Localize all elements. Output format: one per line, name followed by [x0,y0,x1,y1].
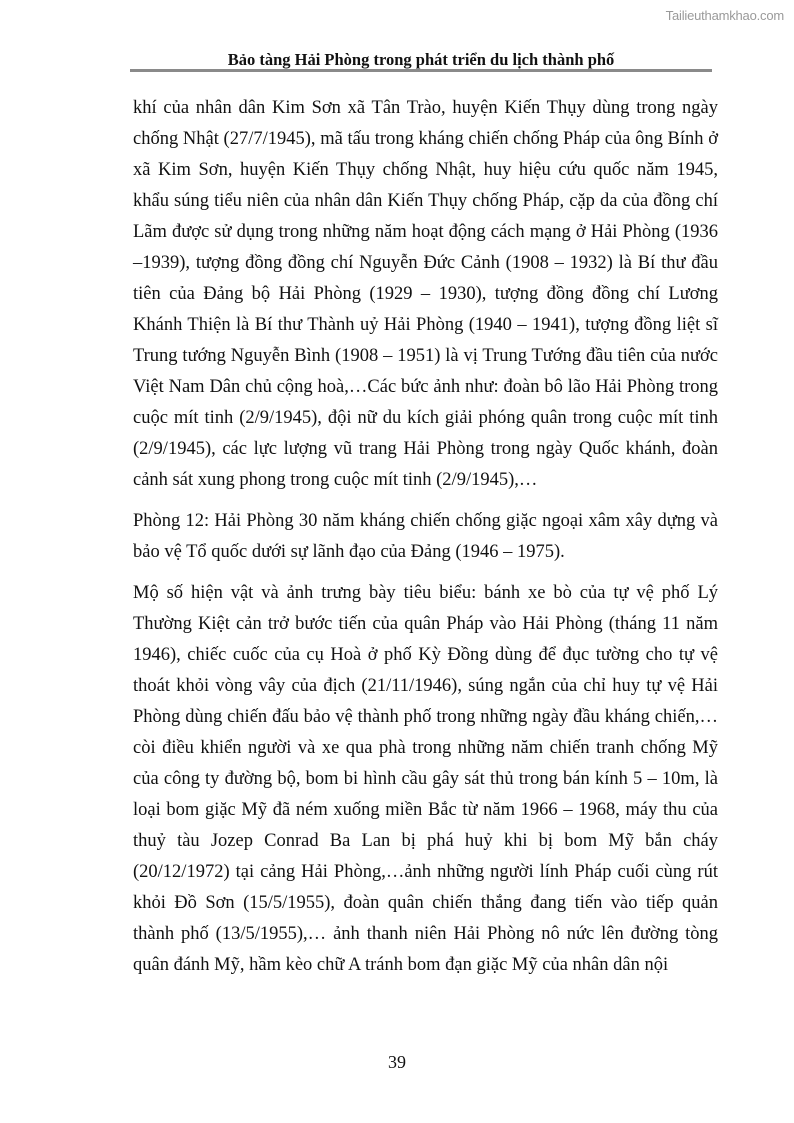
watermark: Tailieuthamkhao.com [665,8,784,23]
paragraph: Mộ số hiện vật và ảnh trưng bày tiêu biểu: bánh xe bò của tự vệ phố Lý Thường Kiệt cản trở bước tiến của quân Pháp vào Hải Phòng (tháng 11 năm 1946), chiếc cuốc của cụ Hoà ở phố Kỳ Đồng dùng để đục tường cho tự vệ thoát khỏi vòng vây của địch (21/11/1946), súng ngắn của chỉ huy tự vệ Hải Phòng dùng chiến đấu bảo vệ thành phố trong những ngày đầu kháng chiến,… còi điều khiển người và xe qua phà trong những năm chiến tranh chống Mỹ của công ty đường bộ, bom bi hình cầu gây sát thủ trong bán kính 5 – 10m, là loại bom giặc Mỹ đã ném xuống miền Bắc từ năm 1966 – 1968, máy thu của thuỷ tàu Jozep Conrad Ba Lan bị phá huỷ khi bị bom Mỹ bắn cháy (20/12/1972) tại cảng Hải Phòng,…ảnh những người lính Pháp cuối cùng rút khỏi Đồ Sơn (15/5/1955), đoàn quân chiến thắng đang tiến vào tiếp quản thành phố (13/5/1955),… ảnh thanh niên Hải Phòng nô nức lên đường tòng quân đánh Mỹ, hầm kèo chữ A tránh bom đạn giặc Mỹ của nhân dân nội [133,583,718,975]
paragraph: khí của nhân dân Kim Sơn xã Tân Trào, huyện Kiến Thụy dùng trong ngày chống Nhật (27/7/1945), mã tấu trong kháng chiến chống Pháp của ông Bính ở xã Kim Sơn, huyện Kiến Thụy chống Nhật, huy hiệu cứu quốc năm 1945, khẩu súng tiểu niên của nhân dân Kiến Thụy chống Pháp, cặp da của đồng chí Lãm được sử dụng trong những năm hoạt động cách mạng ở Hải Phòng (1936 –1939), tượng đồng đồng chí Nguyễn Đức Cảnh (1908 – 1932) là Bí thư đầu tiên của Đảng bộ Hải Phòng (1929 – 1930), tượng đồng đồng chí Lương Khánh Thiện là Bí thư Thành uỷ Hải Phòng (1940 – 1941), tượng đồng liệt sĩ Trung tướng Nguyễn Bình (1908 – 1951) là vị Trung Tướng đầu tiên của nước Việt Nam Dân chủ cộng hoà,…Các bức ảnh như: đoàn bô lão Hải Phòng trong cuộc mít tinh (2/9/1945), đội nữ du kích giải phóng quân trong cuộc mít tinh (2/9/1945), các lực lượng vũ trang Hải Phòng trong ngày Quốc khánh, đoàn cảnh sát xung phong trong cuộc mít tinh (2/9/1945),… [133,98,718,490]
document-body [133,93,718,991]
page-number: 39 [388,1052,406,1072]
paragraph: Phòng 12: Hải Phòng 30 năm kháng chiến chống giặc ngoại xâm xây dựng và bảo vệ Tổ quốc dưới sự lãnh đạo của Đảng (1946 – 1975). [133,511,718,562]
header-divider [130,69,712,72]
running-header: Bảo tàng Hải Phòng trong phát triển du lịch thành phố [227,50,615,69]
